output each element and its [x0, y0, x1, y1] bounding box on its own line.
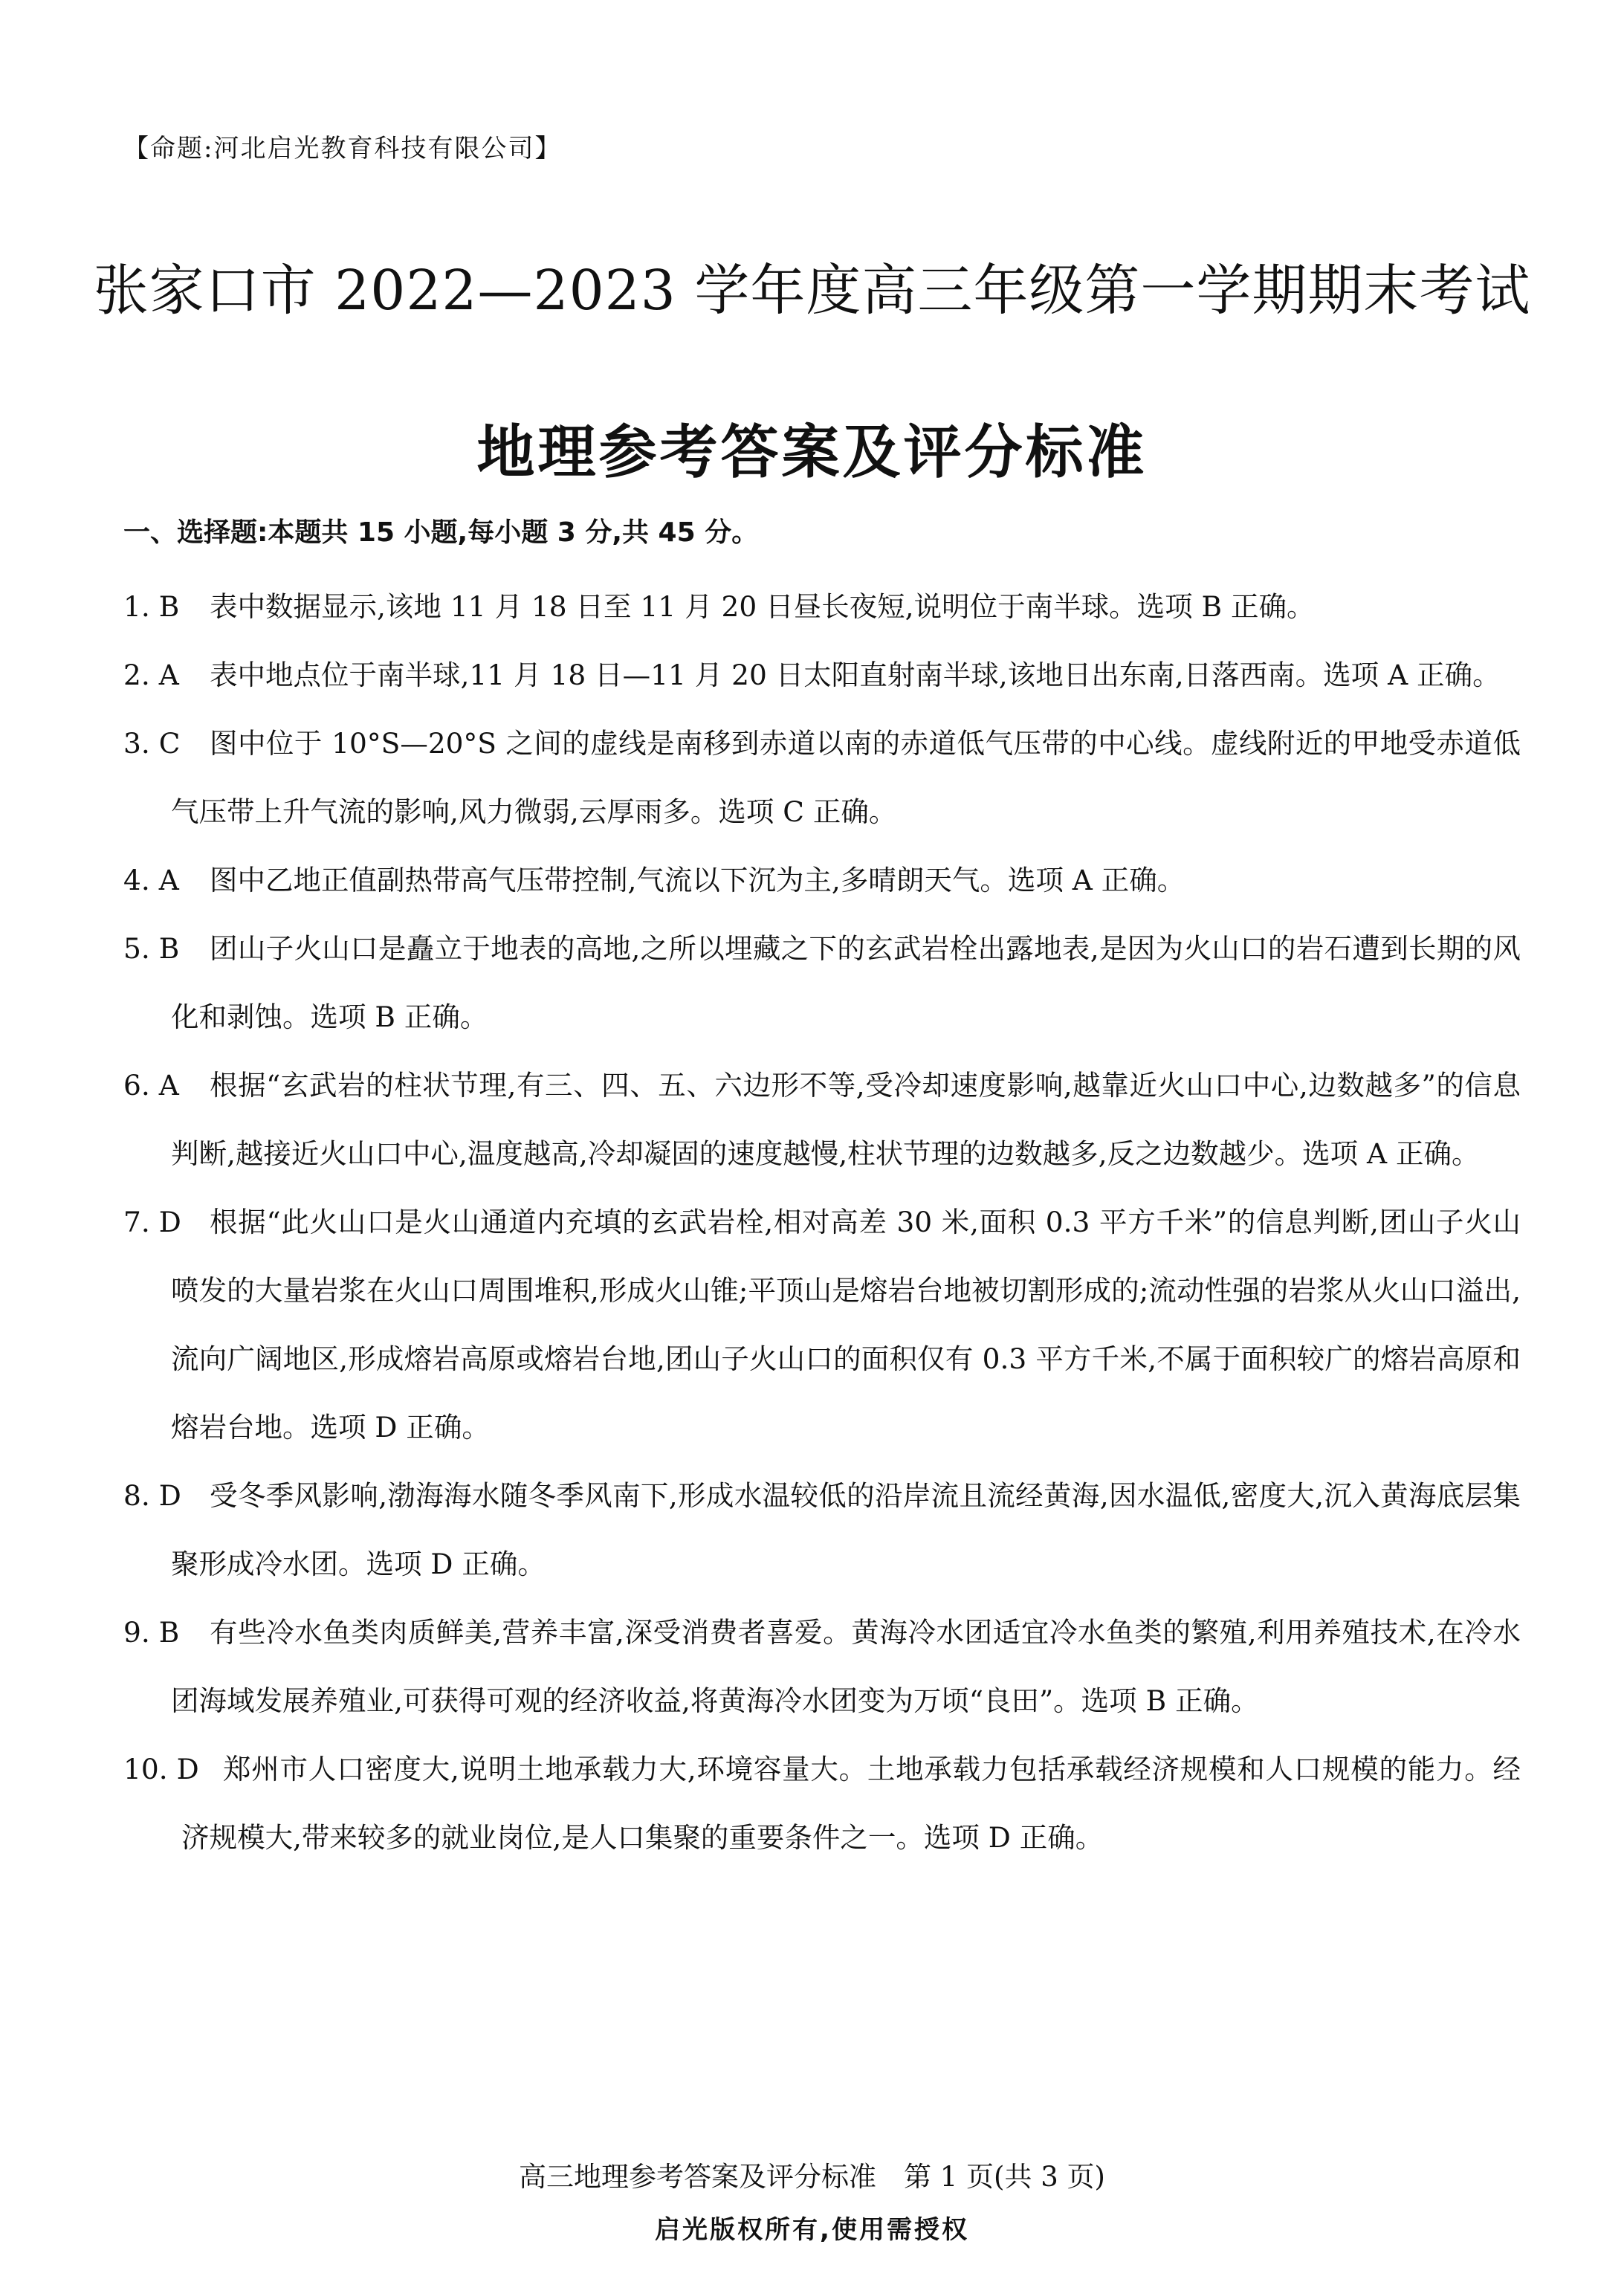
- answer-explanation: 表中数据显示,该地 11 月 18 日至 11 月 20 日昼长夜短,说明位于南半球。选项 B 正确。: [210, 590, 1315, 623]
- answer-item: [123, 914, 1521, 1051]
- answer-explanation: 郑州市人口密度大,说明土地承载力大,环境容量大。土地承载力包括承载经济规模和人口规模的能力。经济规模大,带来较多的就业岗位,是人口集聚的重要条件之一。选项 D 正确。: [181, 1753, 1521, 1854]
- answer-number: 7. D: [123, 1206, 181, 1238]
- answer-option: B: [158, 932, 180, 965]
- answer-number: 6. A: [123, 1069, 179, 1102]
- answer-list: [123, 572, 1521, 1872]
- answer-explanation: 图中位于 10°S—20°S 之间的虚线是南移到赤道以南的赤道低气压带的中心线。虚线附近的甲地受赤道低气压带上升气流的影响,风力微弱,云厚雨多。选项 C 正确。: [171, 727, 1521, 828]
- answer-option: B: [158, 1616, 180, 1649]
- answer-number: 10. D: [123, 1753, 199, 1785]
- answer-item: [123, 1188, 1521, 1461]
- answer-explanation: 有些冷水鱼类肉质鲜美,营养丰富,深受消费者喜爱。黄海冷水团适宜冷水鱼类的繁殖,利用养殖技术,在冷水团海域发展养殖业,可获得可观的经济收益,将黄海冷水团变为万顷“良田”。选项 B 正确。: [171, 1616, 1521, 1717]
- answer-explanation: 图中乙地正值副热带高气压带控制,气流以下沉为主,多晴朗天气。选项 A 正确。: [210, 864, 1185, 896]
- page-footer: 高三地理参考答案及评分标准 第 1 页(共 3 页): [519, 2161, 1105, 2193]
- exam-title: 张家口市 2022—2023 学年度高三年级第一学期期末考试: [93, 259, 1531, 323]
- answer-item: [123, 846, 1521, 914]
- answer-option: A: [158, 659, 179, 691]
- answer-number: 1. B: [123, 590, 180, 623]
- answer-number: 2. A: [123, 659, 179, 691]
- answer-item: [123, 572, 1521, 641]
- answer-item: [123, 1735, 1521, 1872]
- answer-explanation: 根据“玄武岩的柱状节理,有三、四、五、六边形不等,受冷却速度影响,越靠近火山口中心,边数越多”的信息判断,越接近火山口中心,温度越高,冷却凝固的速度越慢,柱状节理的边数越多,反之边数越少。选项 A 正确。: [171, 1069, 1521, 1170]
- answer-option: A: [158, 1069, 179, 1102]
- publisher-note: 【命题:河北启光教育科技有限公司】: [123, 134, 562, 164]
- answer-number: 4. A: [123, 864, 179, 896]
- answer-explanation: 根据“此火山口是火山通道内充填的玄武岩栓,相对高差 30 米,面积 0.3 平方千米”的信息判断,团山子火山喷发的大量岩浆在火山口周围堆积,形成火山锥;平顶山是熔岩台地被切割形成的;流动性强的岩浆从火山口溢出,流向广阔地区,形成熔岩高原或熔岩台地,团山子火山口的面积仅有 0.3 平方千米,不属于面积较广的熔岩高原和熔岩台地。选项 D 正确。: [171, 1206, 1521, 1444]
- answer-item: [123, 1598, 1521, 1735]
- answer-option: C: [158, 727, 181, 760]
- answer-explanation: 受冬季风影响,渤海海水随冬季风南下,形成水温较低的沿岸流且流经黄海,因水温低,密度大,沉入黄海底层集聚形成冷水团。选项 D 正确。: [171, 1479, 1521, 1580]
- answer-explanation: 表中地点位于南半球,11 月 18 日—11 月 20 日太阳直射南半球,该地日出东南,日落西南。选项 A 正确。: [210, 659, 1501, 691]
- answer-option: A: [158, 864, 179, 896]
- answer-option: D: [158, 1206, 181, 1238]
- answer-number: 8. D: [123, 1479, 181, 1512]
- section-heading: 一、选择题:本题共 15 小题,每小题 3 分,共 45 分。: [123, 517, 759, 548]
- answer-number: 5. B: [123, 932, 180, 965]
- answer-item: [123, 641, 1521, 709]
- answer-option: D: [176, 1753, 199, 1785]
- document-subtitle: 地理参考答案及评分标准: [476, 419, 1148, 486]
- answer-item: [123, 709, 1521, 846]
- answer-number: 9. B: [123, 1616, 180, 1649]
- answer-number: 3. C: [123, 727, 181, 760]
- answer-option: B: [158, 590, 180, 623]
- answer-option: D: [158, 1479, 181, 1512]
- answer-explanation: 团山子火山口是矗立于地表的高地,之所以埋藏之下的玄武岩栓出露地表,是因为火山口的岩石遭到长期的风化和剥蚀。选项 B 正确。: [171, 932, 1521, 1033]
- copyright-notice: 启光版权所有,使用需授权: [655, 2215, 969, 2245]
- answer-item: [123, 1051, 1521, 1188]
- answer-item: [123, 1461, 1521, 1598]
